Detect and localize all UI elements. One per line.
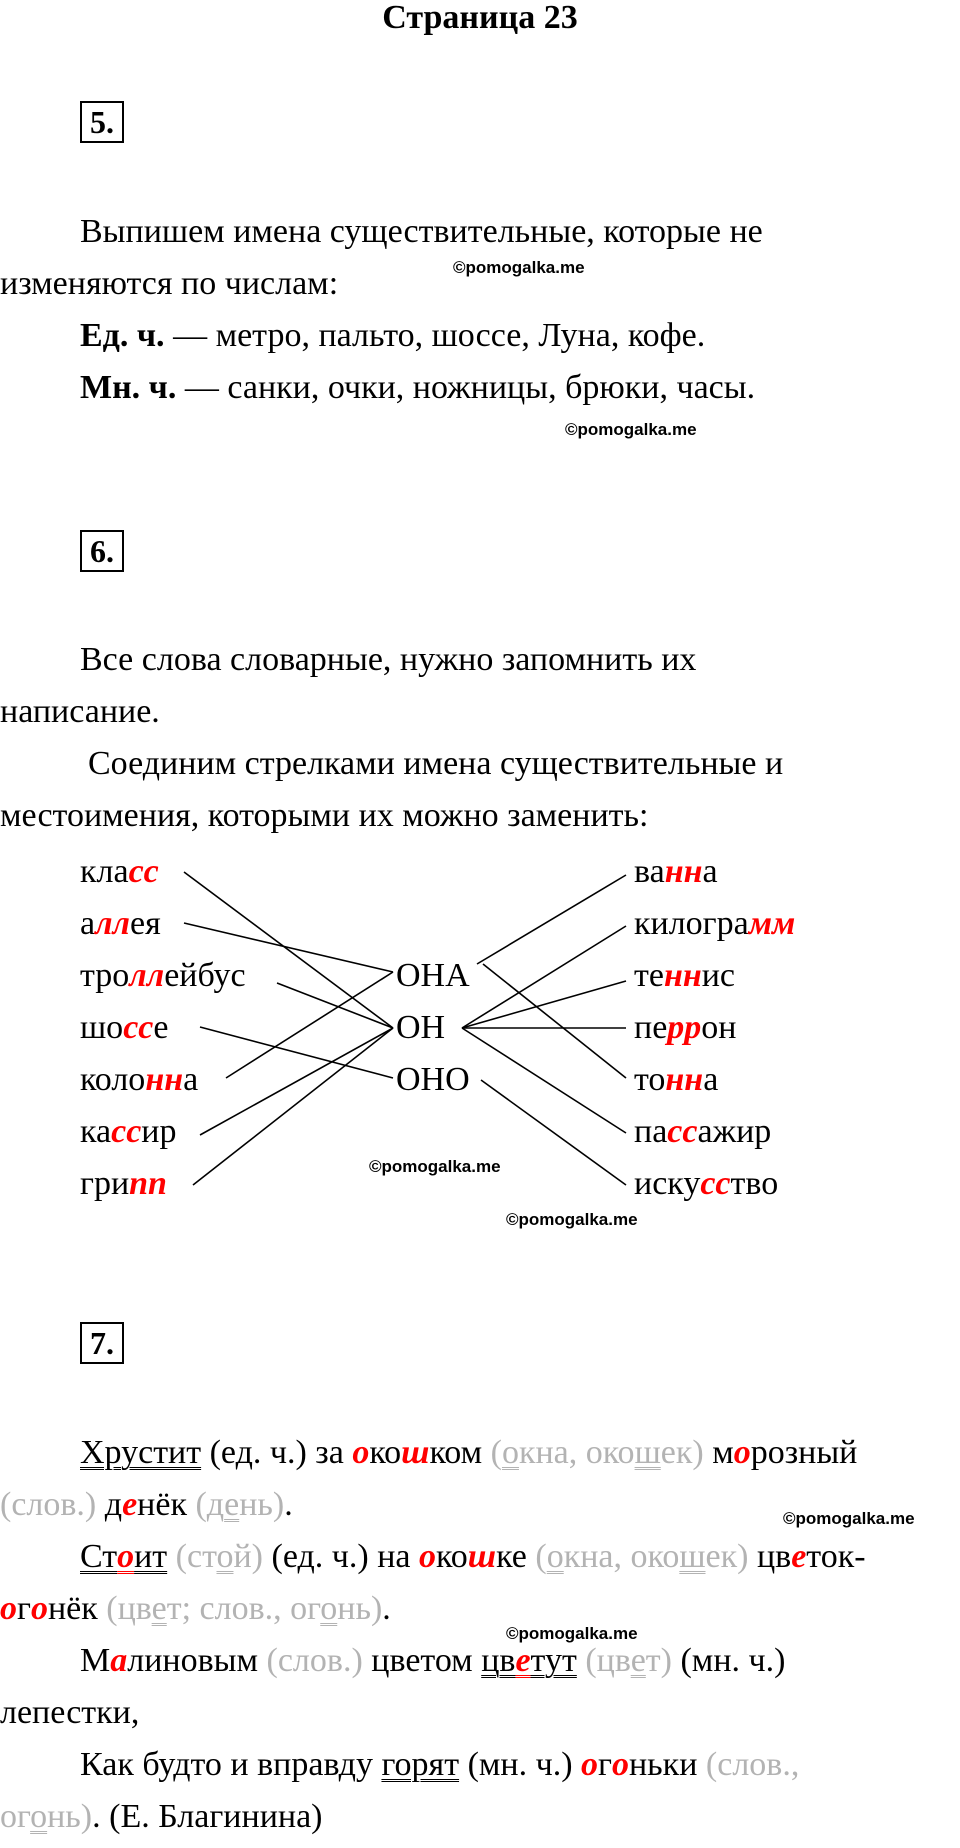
line-class-on: [184, 872, 393, 1028]
line-trolleybus-on: [277, 983, 393, 1028]
left-word: класс: [80, 853, 159, 890]
left-word: аллея: [80, 905, 161, 942]
task7-line5: Малиновым (слов.) цветом цветут (цвет) (мн. ч.): [80, 1642, 786, 1679]
line-ono-iskusstvo: [481, 1080, 626, 1185]
left-word: шоссе: [80, 1009, 169, 1046]
right-word: ванна: [634, 853, 718, 890]
left-word: колонна: [80, 1061, 199, 1098]
task7-line1: Хрустит (ед. ч.) за окошком (окна, окошек) морозный: [80, 1434, 858, 1471]
right-word: тонна: [634, 1061, 719, 1098]
right-word: килограмм: [634, 905, 796, 942]
task5-intro-line1: Выпишем имена существительные, которые не: [80, 213, 763, 250]
singular-label: Ед. ч.: [80, 317, 165, 354]
right-word: теннис: [634, 957, 736, 994]
left-word: грипп: [80, 1165, 167, 1202]
line-kolonna-ona: [226, 972, 393, 1078]
task7-line3: Стоит (стой) (ед. ч.) на окошке (окна, окошек) цветок-: [80, 1538, 866, 1575]
watermark: ©pomogalka.me: [565, 420, 697, 439]
task6-p1-line1: Все слова словарные, нужно запомнить их: [80, 641, 697, 678]
task6-p1-line2: написание.: [0, 693, 160, 730]
task7-line2: (слов.) денёк (день).: [0, 1486, 293, 1523]
left-word: кассир: [80, 1113, 177, 1150]
right-word: пассажир: [634, 1113, 772, 1150]
task7-line4: огонёк (цвет; слов., огонь).: [0, 1590, 391, 1627]
singular-text: — метро, пальто, шоссе, Луна, кофе.: [164, 317, 706, 354]
task5-intro-line2: изменяются по числам:: [0, 265, 339, 302]
line-on-tennis: [462, 981, 626, 1028]
watermark: ©pomogalka.me: [369, 1157, 501, 1176]
watermark: ©pomogalka.me: [783, 1509, 915, 1528]
pronoun-on: ОН: [396, 1009, 446, 1046]
line-on-passazhir: [462, 1028, 626, 1133]
task-number-7: 7.: [80, 1322, 124, 1364]
right-word: искусство: [634, 1165, 779, 1202]
left-word: троллейбус: [80, 957, 246, 994]
line-ona-tonna: [483, 964, 626, 1078]
line-ona-vanna: [477, 875, 626, 964]
watermark: ©pomogalka.me: [506, 1624, 638, 1643]
watermark: ©pomogalka.me: [506, 1210, 638, 1229]
line-kassir-on: [200, 1028, 393, 1135]
task-number-5: 5.: [80, 101, 124, 143]
task7-line7: Как будто и вправду горят (мн. ч.) огоньки (слов.,: [80, 1746, 800, 1783]
task6-p2-line2: местоимения, которыми их можно заменить:: [0, 797, 649, 834]
right-word: перрон: [634, 1009, 737, 1046]
task-number-6: 6.: [80, 530, 124, 572]
plural-text: — санки, очки, ножницы, брюки, часы.: [176, 369, 756, 406]
plural-label: Мн. ч.: [80, 369, 177, 406]
line-shosse-ono: [200, 1027, 393, 1078]
pronoun-ona: ОНА: [396, 957, 470, 994]
watermark: ©pomogalka.me: [453, 258, 585, 277]
task7-line8: огонь). (Е. Благинина): [0, 1798, 323, 1835]
task7-line6: лепестки,: [0, 1694, 140, 1731]
task6-p2-line1: Соединим стрелками имена существительные и: [88, 745, 784, 782]
page-title: Страница 23: [382, 0, 578, 36]
pronoun-ono: ОНО: [396, 1061, 470, 1098]
